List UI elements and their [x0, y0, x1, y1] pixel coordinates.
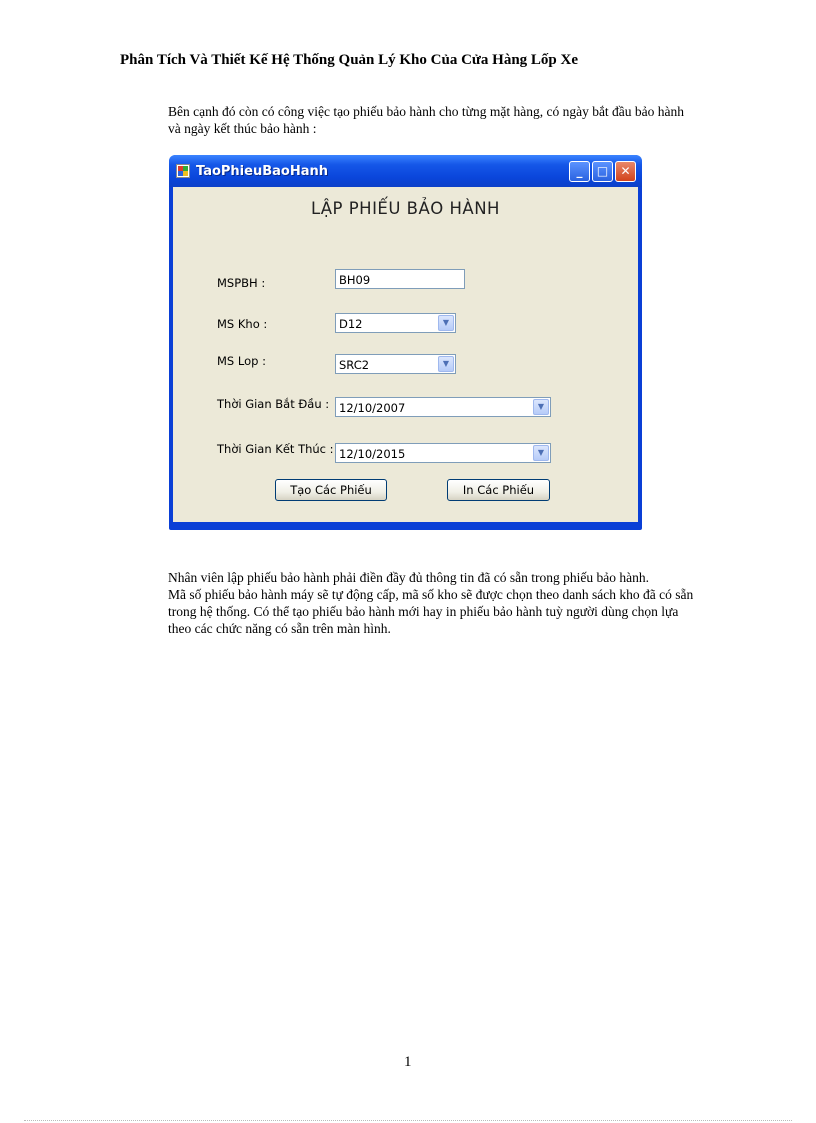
page-number: 1	[404, 1054, 412, 1070]
body-line: Nhân viên lập phiếu bảo hành phải điền đầy đủ thông tin đã có sẵn trong phiếu bảo hành.	[168, 570, 650, 585]
intro-paragraph	[168, 103, 748, 137]
mspbh-label: MSPBH :	[217, 276, 266, 290]
start-date-value: 12/10/2007	[339, 401, 406, 415]
app-icon	[176, 164, 190, 178]
form-client-area	[173, 187, 638, 522]
end-date-label: Thời Gian Kết Thúc :	[217, 442, 334, 456]
print-tickets-button[interactable]: In Các Phiếu	[447, 479, 550, 501]
ms-lop-value: SRC2	[339, 358, 370, 372]
start-date-label: Thời Gian Bắt Đầu :	[217, 397, 330, 411]
window-titlebar[interactable]	[169, 155, 642, 187]
ms-lop-label: MS Lop :	[217, 354, 266, 368]
ms-lop-select[interactable]	[335, 354, 456, 374]
mspbh-input[interactable]	[335, 269, 465, 289]
chevron-down-icon[interactable]: ▼	[533, 445, 549, 461]
chevron-down-icon[interactable]: ▼	[533, 399, 549, 415]
ms-kho-select[interactable]	[335, 313, 456, 333]
form-heading: LẬP PHIẾU BẢO HÀNH	[311, 199, 500, 218]
ms-kho-label: MS Kho :	[217, 317, 268, 331]
start-date-picker[interactable]	[335, 397, 551, 417]
chevron-down-icon[interactable]: ▼	[438, 356, 454, 372]
minimize-button[interactable]: _	[569, 161, 590, 182]
ms-kho-value: D12	[339, 317, 363, 331]
chevron-down-icon[interactable]: ▼	[438, 315, 454, 331]
end-date-picker[interactable]	[335, 443, 551, 463]
mspbh-value: BH09	[339, 273, 371, 287]
end-date-value: 12/10/2015	[339, 447, 406, 461]
intro-line: và ngày kết thúc bảo hành :	[168, 121, 317, 136]
intro-line: Bên cạnh đó còn có công việc tạo phiếu bảo hành cho từng mặt hàng, có ngày bắt đầu bảo hành	[168, 104, 685, 119]
body-line: trong hệ thống. Có thể tạo phiếu bảo hành mới hay in phiếu bảo hành tuỳ người dùng chọn lựa	[168, 604, 679, 619]
body-paragraph	[168, 569, 748, 637]
body-line: Mã số phiếu bảo hành máy sẽ tự động cấp, mã số kho sẽ được chọn theo danh sách kho đã có sẵn	[168, 587, 694, 602]
window-title: TaoPhieuBaoHanh	[196, 164, 328, 179]
create-tickets-button[interactable]: Tạo Các Phiếu	[275, 479, 387, 501]
document-header: Phân Tích Và Thiết Kế Hệ Thống Quản Lý Kho Của Cửa Hàng Lốp Xe	[120, 52, 578, 68]
page-bottom-divider	[24, 1120, 792, 1121]
body-line: theo các chức năng có sẵn trên màn hình.	[168, 621, 391, 636]
tao-phieu-bao-hanh-window	[169, 155, 642, 530]
maximize-button[interactable]: □	[592, 161, 613, 182]
close-button[interactable]: ✕	[615, 161, 636, 182]
